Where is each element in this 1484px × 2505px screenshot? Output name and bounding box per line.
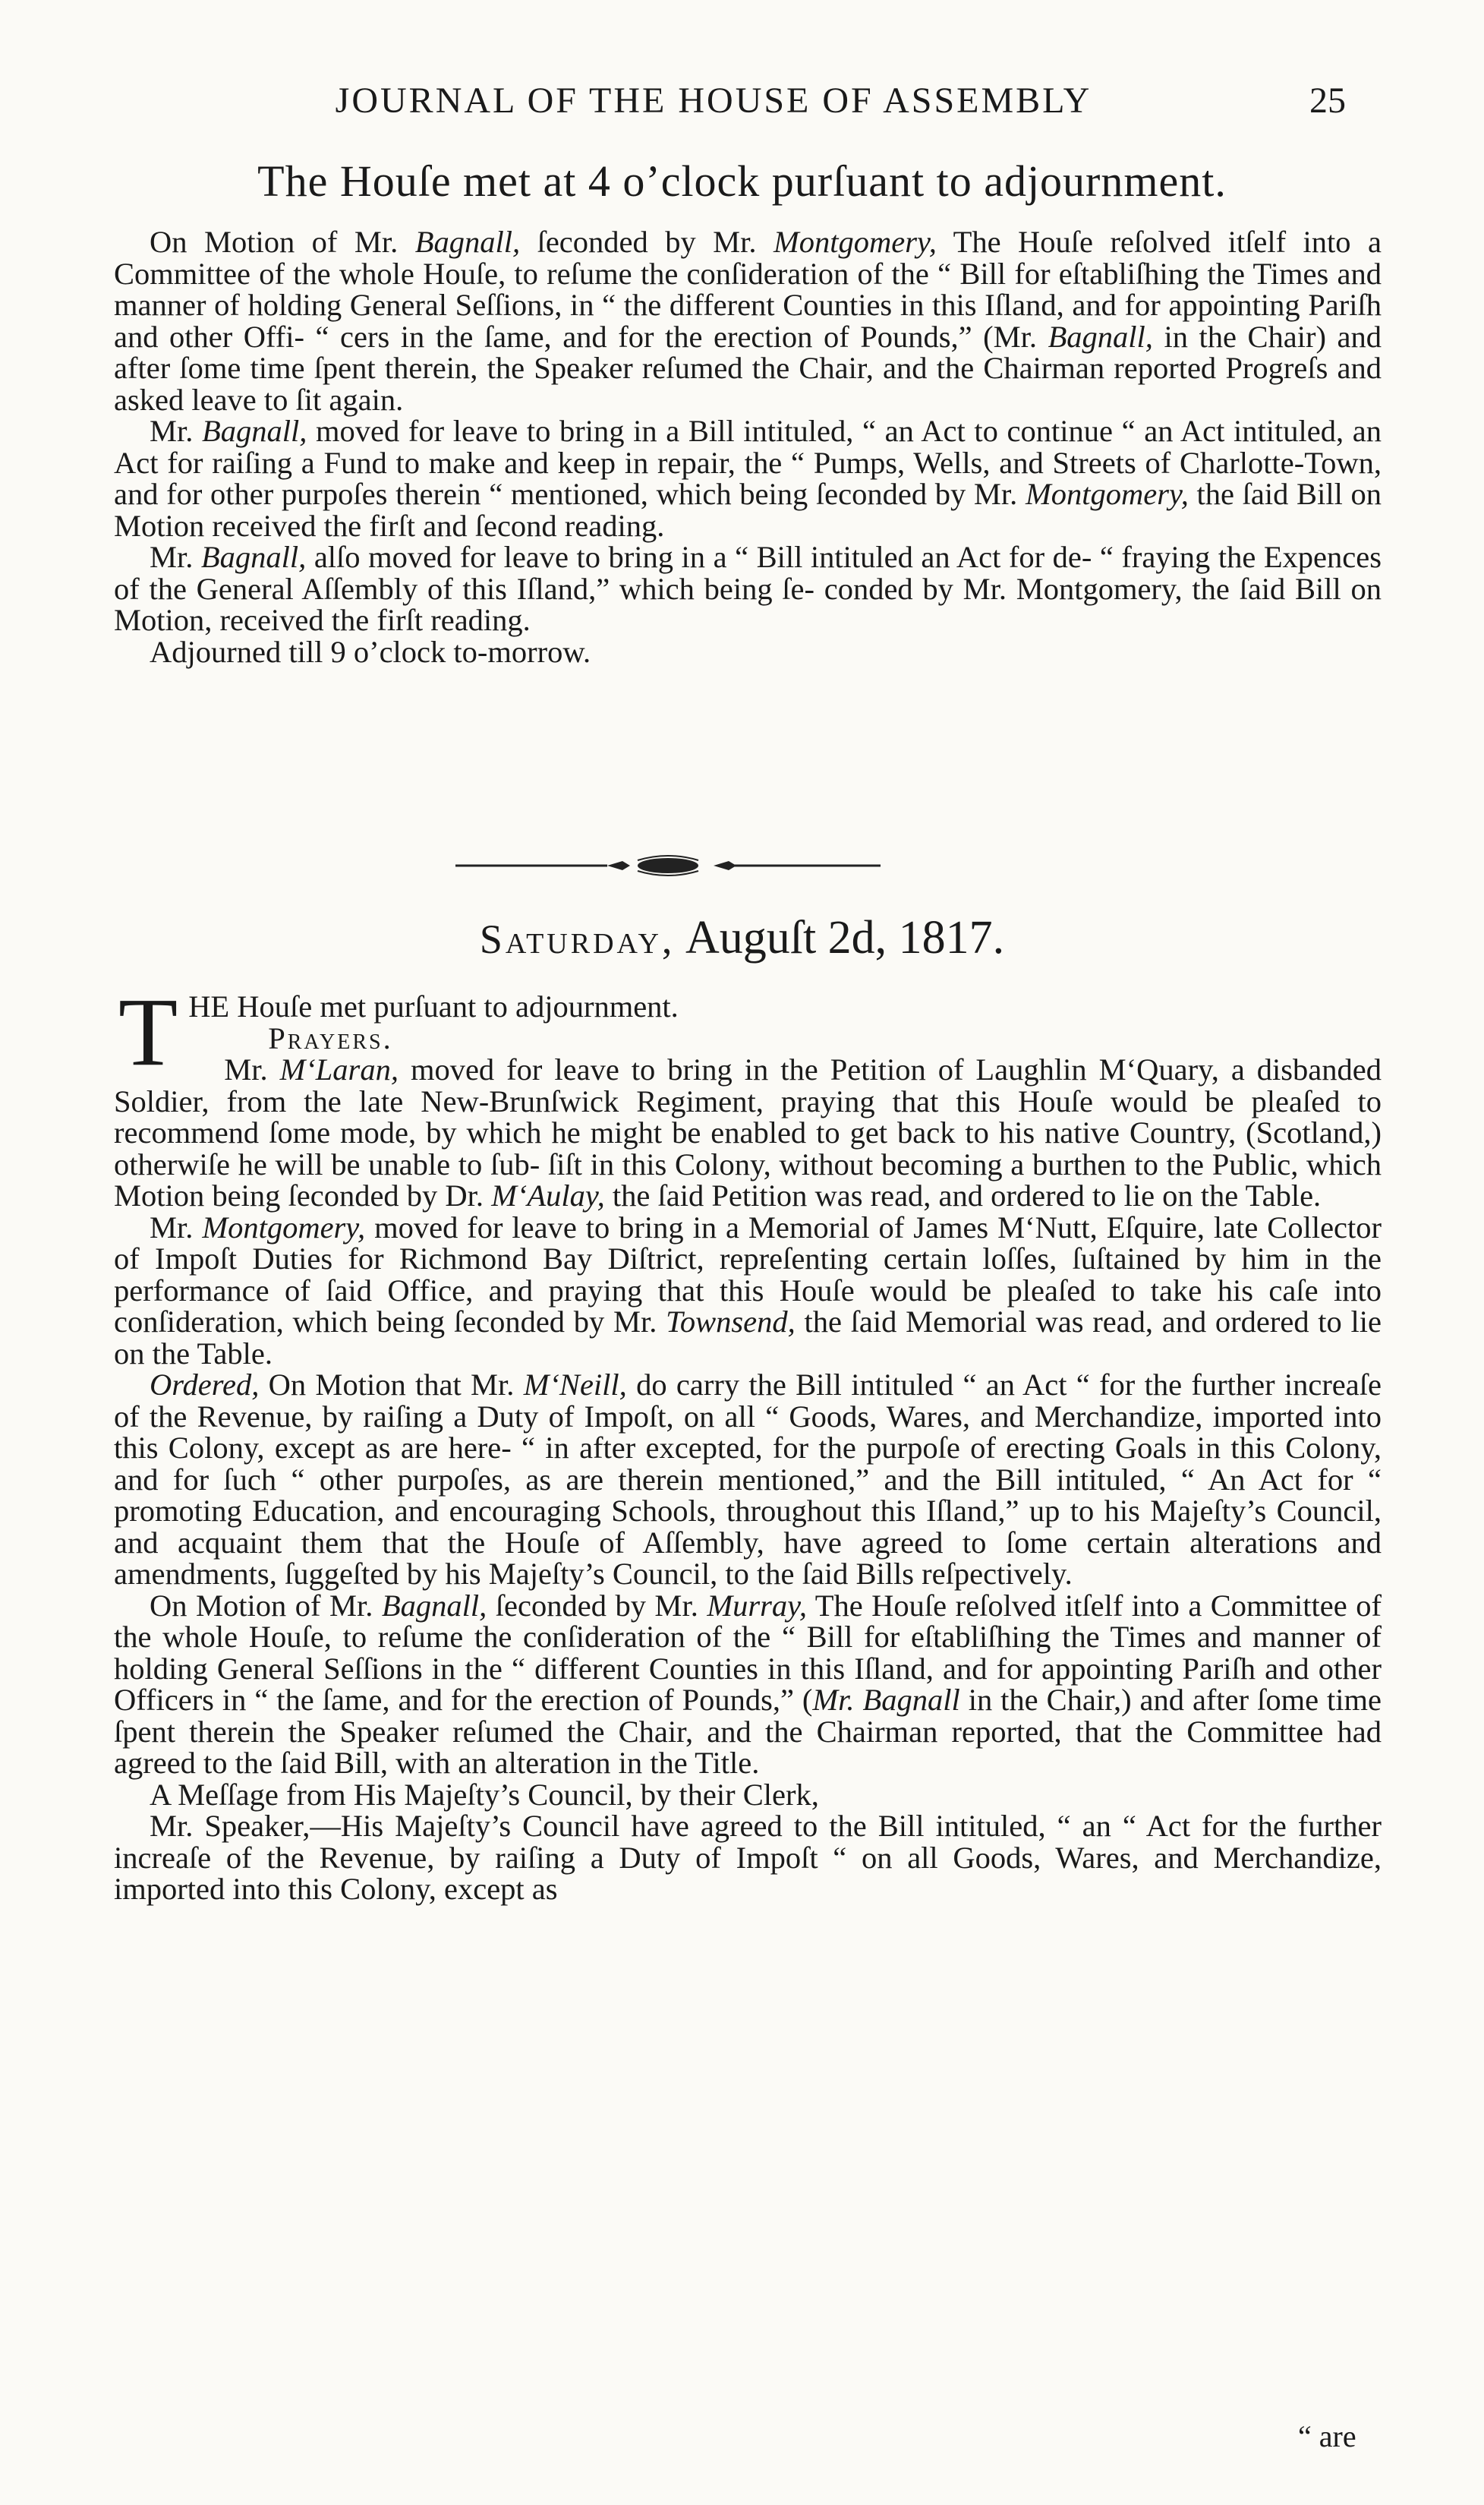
opening-paragraph: THE Houſe met purſuant to adjournment. xyxy=(118,978,679,1086)
date-heading xyxy=(106,911,1378,965)
catchword: “ are xyxy=(1298,2419,1356,2453)
paragraph: A Meſſage from His Majeſty’s Council, by their Clerk, xyxy=(150,1777,819,1812)
paragraph: On Motion of Mr. Bagnall, ſeconded by Mr. Montgomery, The Houſe reſolved itſelf into a Committee of the whole Houſe, to reſume the conſideration of the “ Bill for eſtabliſhing the Times and manner of holding General Seſſions, in “ the different Counties in this Iſland, and for appointing Pariſh and other Offi- “ cers in the ſame, and for the erection of Pounds,” (Mr. Bagnall, in the Chair) and after ſome time ſpent therein, the Speaker reſumed the Chair, and the Chairman reported Progreſs and asked leave to ſit again. xyxy=(114,225,1382,417)
meeting-heading: The Houſe met at 4 o’clock purſuant to adjournment. xyxy=(257,156,1227,206)
paragraph: Mr. Bagnall, moved for leave to bring in a Bill intituled, “ an Act to continue “ an Act intituled, an Act for raiſing a Fund to make and keep in repair, the “ Pumps, Wells, and Streets of Charlotte-Town, and for other purpoſes therein “ mentioned, which being ſeconded by Mr. Montgomery, the ſaid Bill on Motion received the firſt and ſecond reading. xyxy=(114,414,1382,543)
paragraph: Adjourned till 9 o’clock to-morrow. xyxy=(150,634,591,669)
paragraph: Mr. M‘Laran, moved for leave to bring in the Petition of Laughlin M‘Quary, a disbanded Soldier, from the late New-Brunſwick Regiment, praying that this Houſe would be pleaſed to recommend ſome mode, by which he might be enabled to get back to his native Country, (Scotland,) otherwiſe he will be unable to ſub- ſiſt in this Colony, without becoming a burthen to the Public, which Motion being ſeconded by Dr. M‘Aulay, the ſaid Petition was read, and ordered to lie on the Table. xyxy=(114,1052,1382,1213)
running-head: JOURNAL OF THE HOUSE OF ASSEMBLY xyxy=(335,80,1092,121)
paragraph: Mr. Bagnall, alſo moved for leave to bring in a “ Bill intituled an Act for de- “ fraying the Expences of the General Aſſembly of this Iſland,” which being ſe- conded by Mr. Montgomery, the ſaid Bill on Motion, received the firſt reading. xyxy=(114,540,1382,637)
paragraph: Mr. Speaker,—His Majeſty’s Council have agreed to the Bill intituled, “ an “ Act for the further increaſe of the Revenue, by raiſing a Duty of Impoſt “ on all Goods, Wares, and Merchandize, imported into this Colony, except as xyxy=(114,1809,1382,1906)
paragraph: Ordered, On Motion that Mr. M‘Neill, do carry the Bill intituled “ an Act “ for the further increaſe of the Revenue, by raiſing a Duty of Impoſt, on all “ Goods, Wares, and Merchandize, imported into this Colony, except as are here- “ in after excepted, for the purpoſe of erecting Goals in this Colony, and for ſuch “ other purpoſes, as are therein mentioned,” and the Bill intituled, “ An Act for “ promoting Education, and encouraging Schools, throughout this Iſland,” up to his Majeſty’s Council, and acquaint them that the Houſe of Aſſembly, have agreed to ſome certain alterations and amendments, ſuggeſted by his Majeſty’s Council, to the ſaid Bills reſpectively. xyxy=(114,1368,1382,1591)
section-saturday xyxy=(114,978,1382,1906)
paragraph: Mr. Montgomery, moved for leave to bring in a Memorial of James M‘Nutt, Eſquire, late Collector of Impoſt Duties for Richmond Bay Diſtrict, repreſenting certain loſſes, ſuſtained by him in the performance of ſaid Office, and praying that this Houſe would be pleaſed to take his caſe into conſideration, which being ſeconded by Mr. Townsend, the ſaid Memorial was read, and ordered to lie on the Table. xyxy=(114,1210,1382,1371)
drop-cap: T xyxy=(118,978,178,1086)
paragraph: On Motion of Mr. Bagnall, ſeconded by Mr. Murray, The Houſe reſolved itſelf into a Committee of the whole Houſe, to reſume the conſideration of the “ Bill for eſtabliſhing the Times and manner of holding General Seſſions in the “ different Counties in this Iſland, and for appointing Pariſh and other Officers in “ the ſame, and for the erection of Pounds,” (Mr. Bagnall in the Chair,) and after ſome time ſpent therein the Speaker reſumed the Chair, and the Chairman reported, that the Committee had agreed to the ſaid Bill, with an alteration in the Title. xyxy=(114,1588,1382,1780)
page-number: 25 xyxy=(1309,80,1346,121)
date-label: Auguſt 2d, 1817. xyxy=(685,912,1005,964)
day-label: Saturday, xyxy=(479,917,676,962)
section-evening-sitting xyxy=(114,226,1382,667)
ornament-divider xyxy=(455,854,881,877)
page-header xyxy=(0,80,1484,125)
prayers-line: Prayers. xyxy=(268,1021,393,1055)
